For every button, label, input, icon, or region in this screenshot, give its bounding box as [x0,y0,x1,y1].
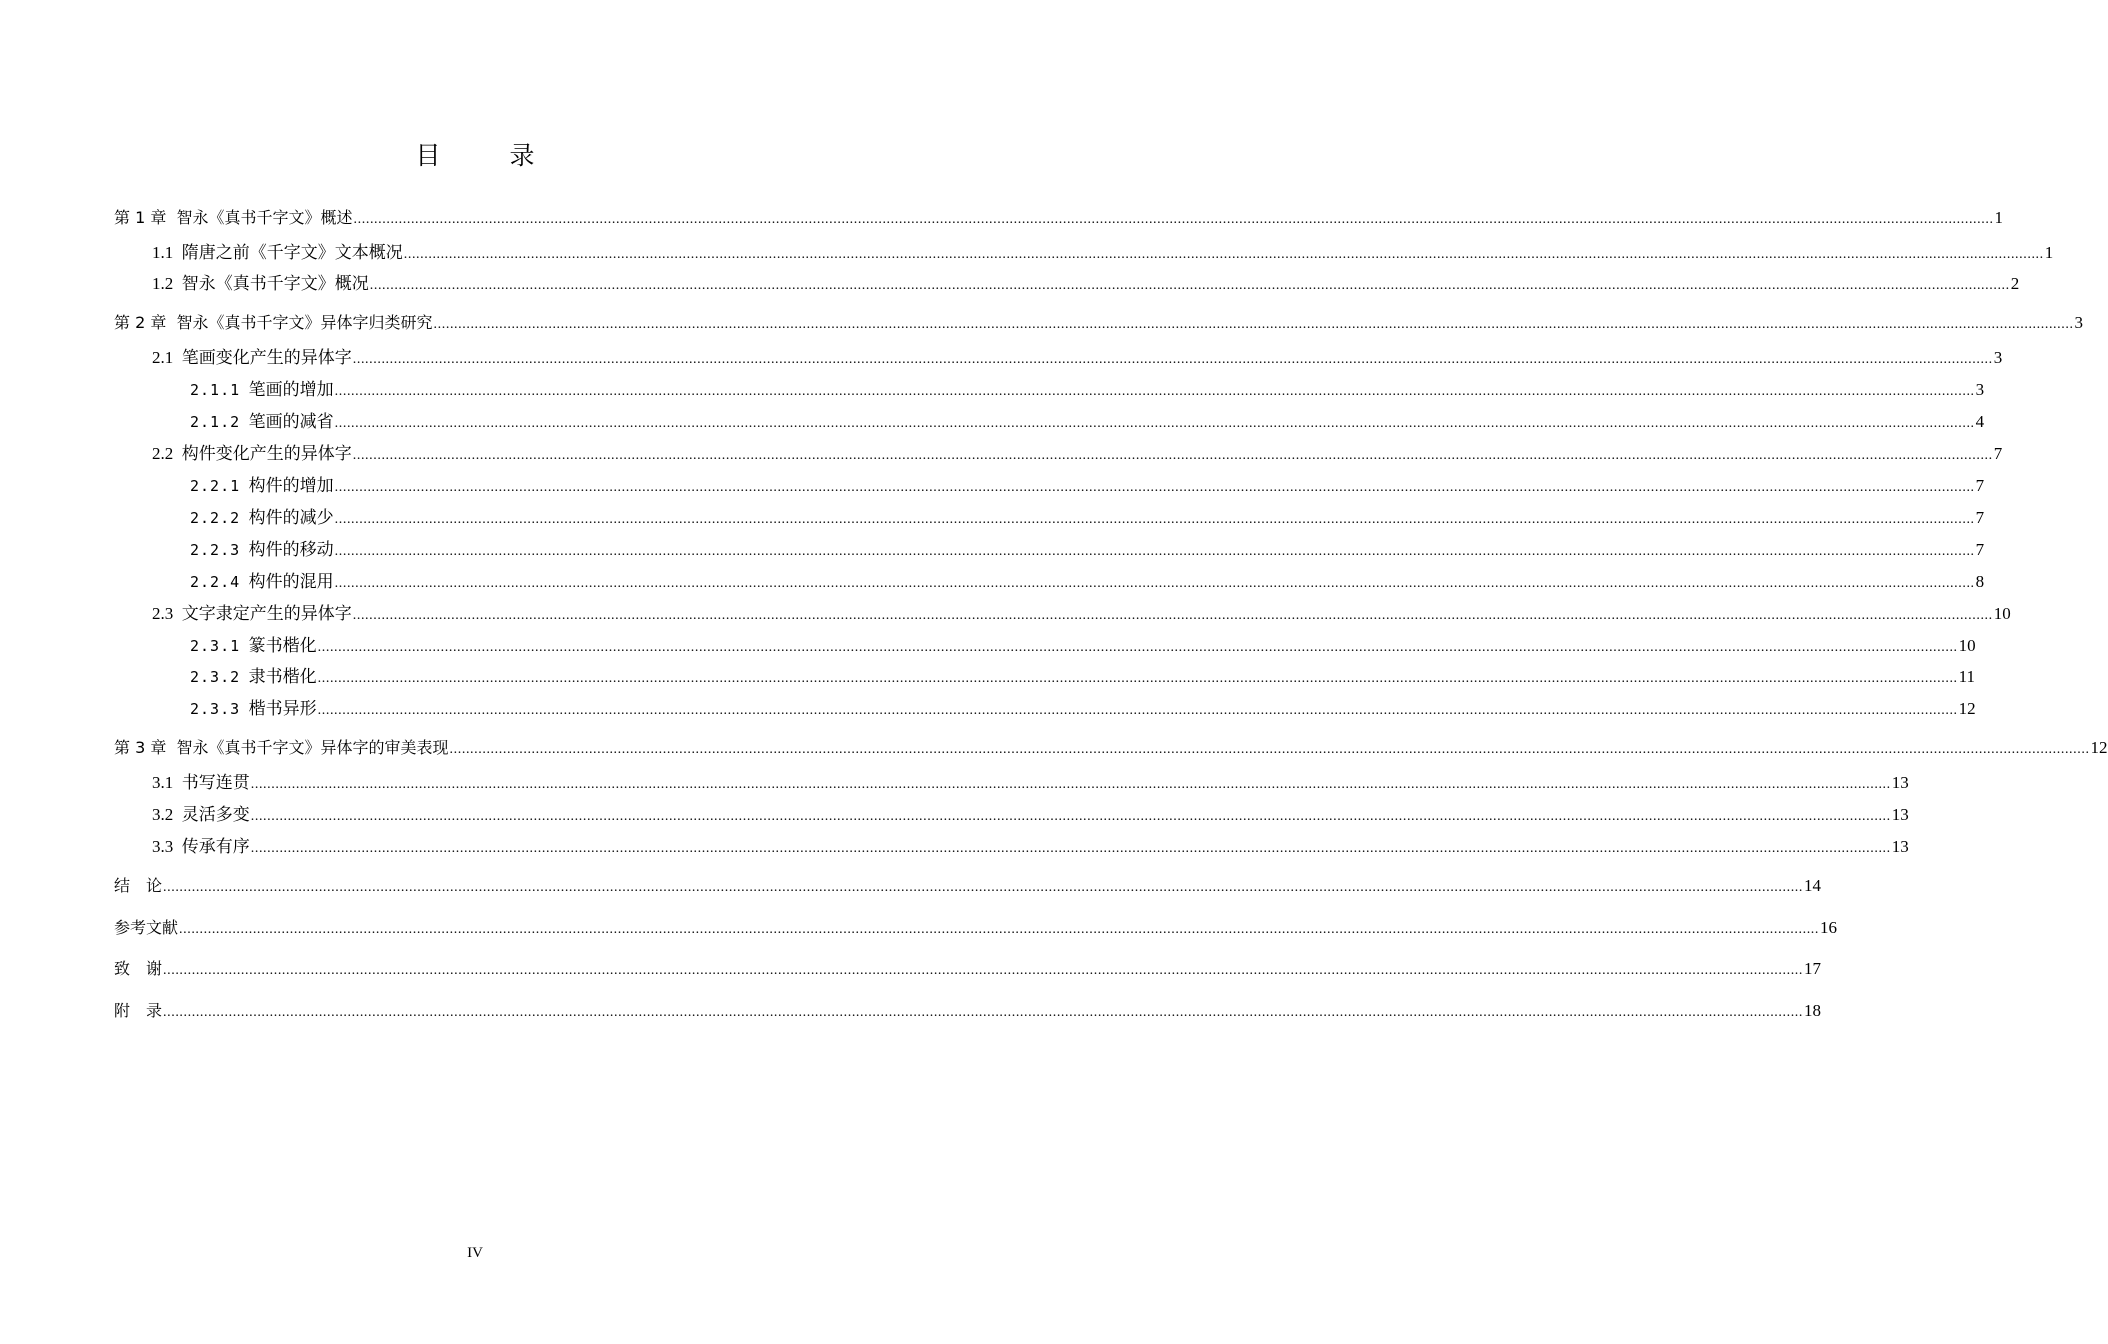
toc-entry-page: 7 [1975,540,1985,559]
toc-entry-page: 10 [1993,604,2011,623]
toc-entry-text: 笔画的减省 [248,412,334,431]
toc-entry[interactable] [0,238,2054,262]
toc-entry[interactable] [0,956,1822,980]
toc-entry-label [152,343,352,368]
dot-leader: ................................................................................................................................................................................................................................................................................................................................................................................................................ [179,922,1820,937]
toc-entry-page: 7 [1993,444,2003,463]
toc-entry-label [114,205,353,228]
dot-leader: ................................................................................................................................................................................................................................................................................................................................................................................................................ [317,671,1958,686]
toc-entry-text: 智永《真书千字文》概况 [181,274,369,293]
toc-entry-number: 2.3 [152,604,174,623]
toc-entry-number: 3.2 [152,805,174,824]
toc-entry-text: 书写连贯 [181,773,250,792]
toc-entry-text: 隶书楷化 [248,667,317,686]
toc-entry[interactable] [0,269,2020,293]
toc-entry[interactable] [0,310,2084,334]
toc-entry-text: 构件的移动 [248,540,334,559]
dot-leader: ................................................................................................................................................................................................................................................................................................................................................................................................................ [250,841,1891,856]
toc-entry-text: 智永《真书千字文》异体字归类研究 [176,313,433,332]
toc-entry-label [152,800,250,825]
toc-entry[interactable] [0,439,2003,463]
toc-entry-page: 1 [2044,243,2054,262]
toc-entry-text: 楷书异形 [248,699,317,718]
dot-leader: ................................................................................................................................................................................................................................................................................................................................................................................................................ [163,1005,1804,1020]
toc-entry-page: 7 [1975,508,1985,527]
toc-entry-page: 2 [2010,274,2020,293]
toc-entry-text: 笔画变化产生的异体字 [181,348,352,367]
toc-entry-label [114,735,449,758]
dot-leader: ................................................................................................................................................................................................................................................................................................................................................................................................................ [403,247,2044,262]
dot-leader: ................................................................................................................................................................................................................................................................................................................................................................................................................ [334,416,1975,431]
toc-entry-label [190,662,317,687]
toc-entry-page: 1 [1994,208,2004,227]
toc-entry-text: 智永《真书千字文》概述 [176,208,353,227]
toc-entry-number: 2.2.2 [190,509,241,527]
toc-entry[interactable] [0,567,1985,591]
toc-entry-page: 3 [2074,313,2084,332]
dot-leader: ................................................................................................................................................................................................................................................................................................................................................................................................................ [334,576,1975,591]
toc-entry-label [190,375,334,400]
toc-entry-text: 构件变化产生的异体字 [181,444,352,463]
toc-entry-label [190,535,334,560]
toc-entry[interactable] [0,735,2108,759]
toc-entry-page: 16 [1820,918,1838,937]
toc-entry-label [152,832,250,857]
toc-entry[interactable] [0,375,1985,399]
toc-entry-number: 2.3.1 [190,637,241,655]
toc-entry[interactable] [0,915,1838,939]
toc-entry-page: 7 [1975,476,1985,495]
toc-entry-page: 12 [2090,738,2108,757]
toc-entry[interactable] [0,631,1976,655]
toc-entry[interactable] [0,832,1909,856]
dot-leader: ................................................................................................................................................................................................................................................................................................................................................................................................................ [334,544,1975,559]
toc-entry-number: 2.3.3 [190,700,241,718]
dot-leader: ................................................................................................................................................................................................................................................................................................................................................................................................................ [352,352,1993,367]
toc-entry-text: 参考文献 [114,918,179,937]
toc-entry-number: 2.1.1 [190,381,241,399]
toc-entry-text: 笔画的增加 [248,380,334,399]
dot-leader: ................................................................................................................................................................................................................................................................................................................................................................................................................ [317,640,1958,655]
toc-entry-number: 3.3 [152,837,174,856]
dot-leader: ................................................................................................................................................................................................................................................................................................................................................................................................................ [334,512,1975,527]
toc-entry-label [190,503,334,528]
dot-leader: ................................................................................................................................................................................................................................................................................................................................................................................................................ [334,480,1975,495]
toc-entry-number: 2.1.2 [190,413,241,431]
toc-entry-label [114,915,178,938]
toc-entry-number: 第 3 章 [114,738,167,757]
toc-entry-text: 灵活多变 [181,805,250,824]
toc-entry-number: 3.1 [152,773,174,792]
dot-leader: ................................................................................................................................................................................................................................................................................................................................................................................................................ [334,384,1975,399]
toc-entry[interactable] [0,694,1976,718]
dot-leader: ................................................................................................................................................................................................................................................................................................................................................................................................................ [449,742,2090,757]
toc-entry[interactable] [0,998,1822,1022]
toc-entry-page: 10 [1958,636,1976,655]
dot-leader: ................................................................................................................................................................................................................................................................................................................................................................................................................ [353,212,1994,227]
toc-entry-label [114,310,433,333]
toc-entry-page: 11 [1958,667,1976,686]
dot-leader: ................................................................................................................................................................................................................................................................................................................................................................................................................ [317,703,1958,718]
toc-entry-number: 2.2.3 [190,541,241,559]
toc-entry[interactable] [0,205,2004,229]
toc-entry-text: 篆书楷化 [248,636,317,655]
toc-entry-text: 结 论 [114,876,163,895]
toc-entry-label [152,269,369,294]
dot-leader: ................................................................................................................................................................................................................................................................................................................................................................................................................ [369,278,2010,293]
toc-entry-label [190,567,334,592]
dot-leader: ................................................................................................................................................................................................................................................................................................................................................................................................................ [352,448,1993,463]
toc-entry-text: 致 谢 [114,959,163,978]
toc-entry-page: 4 [1975,412,1985,431]
dot-leader: ................................................................................................................................................................................................................................................................................................................................................................................................................ [433,317,2074,332]
toc-entry-text: 智永《真书千字文》异体字的审美表现 [176,738,449,757]
toc-entry-number: 2.2.4 [190,573,241,591]
dot-leader: ................................................................................................................................................................................................................................................................................................................................................................................................................ [250,777,1891,792]
toc-entry-label [152,768,250,793]
toc-entry-page: 13 [1891,837,1909,856]
toc-entry-text: 构件的减少 [248,508,334,527]
toc-entry-text: 构件的混用 [248,572,334,591]
dot-leader: ................................................................................................................................................................................................................................................................................................................................................................................................................ [163,880,1804,895]
toc-entry[interactable] [0,662,1976,686]
toc-entry[interactable] [0,407,1985,431]
dot-leader: ................................................................................................................................................................................................................................................................................................................................................................................................................ [250,809,1891,824]
toc-entry-label [190,407,334,432]
toc-entry-label [152,439,352,464]
toc-entry-page: 13 [1891,805,1909,824]
toc-entry-page: 3 [1993,348,2003,367]
toc-entry[interactable] [0,768,1909,792]
toc-entry-page: 12 [1958,699,1976,718]
toc-entry-page: 13 [1891,773,1909,792]
toc-entry-page: 8 [1975,572,1985,591]
toc-entry-label [114,873,162,896]
toc-entry-label [190,471,334,496]
toc-entry-number: 2.1 [152,348,174,367]
toc-entry-page: 3 [1975,380,1985,399]
toc-entry-number: 1.2 [152,274,174,293]
toc-title: 目 录 [415,141,557,170]
toc-entry-label [152,238,403,263]
toc-entry-label [114,956,162,979]
toc-entry[interactable] [0,471,1985,495]
toc-entry-label [190,694,317,719]
toc-entry-page: 17 [1804,959,1822,978]
toc-entry-page: 14 [1804,876,1822,895]
toc-entry[interactable] [0,800,1909,824]
toc-entry-label [190,631,317,656]
toc-entry-text: 传承有序 [181,837,250,856]
toc-entry-text: 文字隶定产生的异体字 [181,604,352,623]
toc-entry-number: 2.3.2 [190,668,241,686]
toc-entry[interactable] [0,599,2011,623]
toc-entry-number: 第 1 章 [114,208,167,227]
toc-entry[interactable] [0,343,2003,367]
toc-entry-number: 第 2 章 [114,313,167,332]
toc-entry-text: 隋唐之前《千字文》文本概况 [181,243,403,262]
toc-entry-page: 18 [1804,1001,1822,1020]
dot-leader: ................................................................................................................................................................................................................................................................................................................................................................................................................ [352,608,1993,623]
toc-entry[interactable] [0,873,1822,897]
page-footer-number: IV [467,1245,483,1261]
toc-entry[interactable] [0,535,1985,559]
toc-entry-text: 附 录 [114,1001,163,1020]
toc-entry-number: 2.2 [152,444,174,463]
toc-entry[interactable] [0,503,1985,527]
dot-leader: ................................................................................................................................................................................................................................................................................................................................................................................................................ [163,963,1804,978]
toc-entry-number: 1.1 [152,243,174,262]
toc-entry-number: 2.2.1 [190,477,241,495]
toc-entry-text: 构件的增加 [248,476,334,495]
toc-entry-label [114,998,162,1021]
toc-entry-label [152,599,352,624]
